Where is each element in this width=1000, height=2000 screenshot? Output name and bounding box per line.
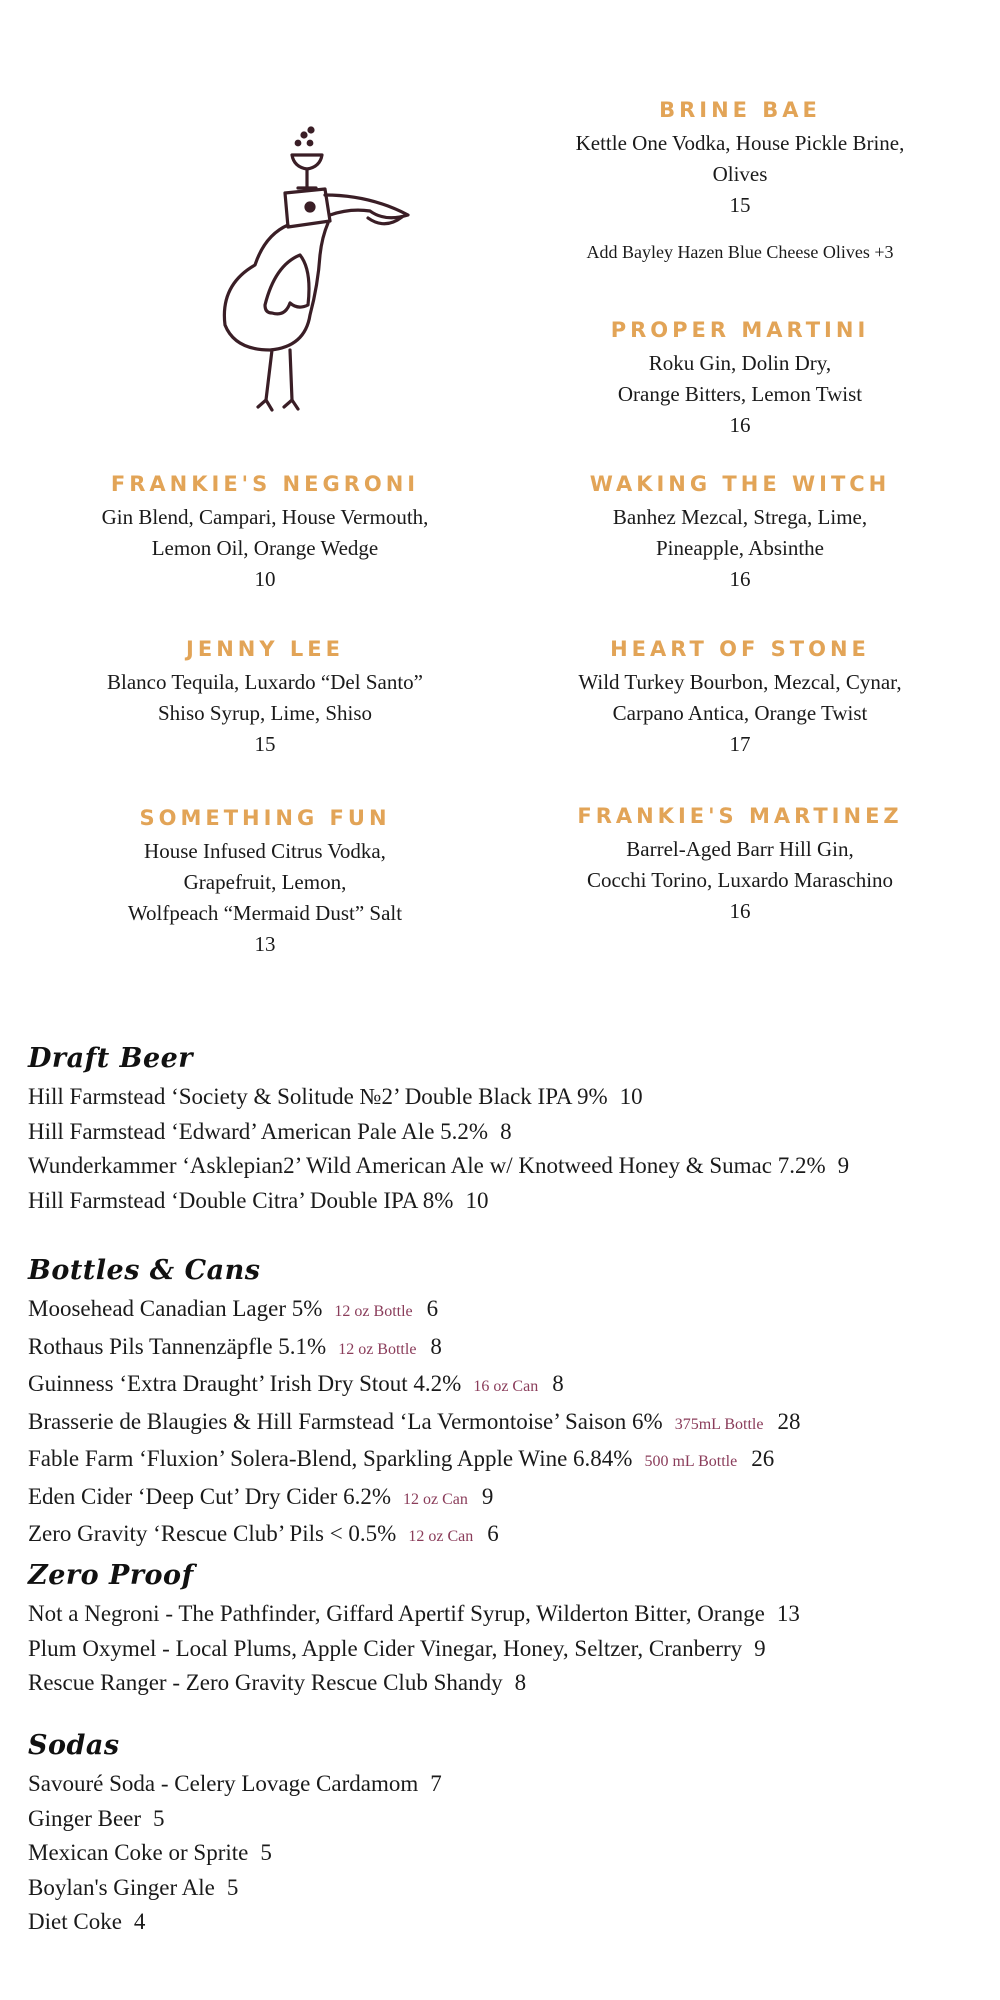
list-item xyxy=(28,1184,849,1219)
cocktail-brine-bae xyxy=(525,98,955,265)
list-item xyxy=(28,1517,800,1555)
item-price: 10 xyxy=(465,1187,489,1213)
item-price: 8 xyxy=(500,1118,512,1144)
cocktail-ingredients: Blanco Tequila, Luxardo “Del Santo” xyxy=(107,670,423,694)
item-text: Hill Farmstead ‘Society & Solitude №2’ Double Black IPA 9% xyxy=(28,1084,608,1109)
cocktail-price: 17 xyxy=(729,732,751,756)
cocktail-ingredients: Olives xyxy=(712,162,768,186)
item-text: Brasserie de Blaugies & Hill Farmstead ‘La Vermontoise’ Saison 6% xyxy=(28,1408,663,1434)
list-item xyxy=(28,1115,849,1150)
item-size: 12 oz Can xyxy=(403,1490,468,1508)
cocktail-frankies-negroni xyxy=(50,472,480,595)
item-text: Hill Farmstead ‘Edward’ American Pale Ale 5.2% xyxy=(28,1118,489,1144)
sodas-section xyxy=(28,1730,442,1940)
cocktail-name: SOMETHING FUN xyxy=(139,806,391,830)
cocktail-ingredients: Lemon Oil, Orange Wedge xyxy=(151,536,379,560)
item-price: 5 xyxy=(226,1874,239,1900)
section-title: Bottles & Cans xyxy=(28,1255,261,1286)
item-size: 12 oz Bottle xyxy=(338,1340,417,1358)
list-item xyxy=(28,1330,800,1368)
item-text: Boylan's Ginger Ale xyxy=(28,1874,215,1900)
cocktail-ingredients: Roku Gin, Dolin Dry, xyxy=(648,351,832,375)
list-item xyxy=(28,1080,849,1115)
item-text: Zero Gravity ‘Rescue Club’ Pils < 0.5% xyxy=(28,1521,397,1546)
cocktail-name: BRINE BAE xyxy=(659,98,821,122)
item-text: Ginger Beer xyxy=(28,1805,142,1831)
cocktail-name: JENNY LEE xyxy=(186,637,344,661)
item-text: Not a Negroni - The Pathfinder, Giffard Apertif Syrup, Wilderton Bitter, Orange xyxy=(28,1601,765,1626)
item-size: 500 mL Bottle xyxy=(644,1453,738,1470)
cocktail-price: 10 xyxy=(254,567,276,591)
zero-proof-section xyxy=(28,1560,800,1701)
cocktail-ingredients: Kettle One Vodka, House Pickle Brine, xyxy=(575,131,905,155)
cocktail-ingredients: Shiso Syrup, Lime, Shiso xyxy=(157,701,373,725)
item-text: Wunderkammer ‘Asklepian2’ Wild American Ale w/ Knotweed Honey & Sumac 7.2% xyxy=(28,1153,826,1178)
item-price: 9 xyxy=(837,1153,850,1178)
cocktail-price: 15 xyxy=(254,732,276,756)
bird-logo-icon xyxy=(180,125,440,415)
section-title: Draft Beer xyxy=(28,1043,194,1074)
list-item xyxy=(28,1597,800,1632)
cocktail-price: 16 xyxy=(729,899,751,923)
cocktail-ingredients: Carpano Antica, Orange Twist xyxy=(612,701,868,725)
section-title: Zero Proof xyxy=(28,1560,194,1591)
cocktail-heart-of-stone xyxy=(525,637,955,760)
item-size: 12 oz Can xyxy=(408,1528,474,1545)
cocktail-name: PROPER MARTINI xyxy=(610,318,870,342)
cocktail-price: 16 xyxy=(729,413,751,437)
cocktail-name: FRANKIE'S NEGRONI xyxy=(110,472,420,496)
cocktail-frankies-martinez xyxy=(525,804,955,927)
cocktail-ingredients: House Infused Citrus Vodka, xyxy=(144,839,386,863)
list-item xyxy=(28,1871,442,1906)
cocktail-name: HEART OF STONE xyxy=(610,637,870,661)
item-text: Diet Coke xyxy=(28,1909,122,1934)
list-item xyxy=(28,1905,442,1940)
cocktail-ingredients: Grapefruit, Lemon, xyxy=(183,870,347,894)
item-price: 26 xyxy=(751,1446,775,1471)
item-text: Rothaus Pils Tannenzäpfle 5.1% xyxy=(28,1333,327,1359)
item-text: Guinness ‘Extra Draught’ Irish Dry Stout 4.2% xyxy=(28,1371,462,1396)
list-item xyxy=(28,1480,800,1518)
cocktail-ingredients: Barrel-Aged Barr Hill Gin, xyxy=(626,837,854,861)
item-price: 4 xyxy=(133,1909,146,1934)
cocktail-ingredients: Banhez Mezcal, Strega, Lime, xyxy=(612,505,868,529)
item-text: Fable Farm ‘Fluxion’ Solera-Blend, Sparkling Apple Wine 6.84% xyxy=(28,1446,633,1471)
item-text: Plum Oxymel - Local Plums, Apple Cider Vinegar, Honey, Seltzer, Cranberry xyxy=(28,1635,743,1661)
cocktail-something-fun xyxy=(50,806,480,960)
cocktail-jenny-lee xyxy=(50,637,480,760)
item-text: Eden Cider ‘Deep Cut’ Dry Cider 6.2% xyxy=(28,1483,392,1509)
item-price: 9 xyxy=(754,1635,766,1661)
list-item xyxy=(28,1149,849,1184)
bottles-cans-section xyxy=(28,1255,800,1555)
cocktail-price: 16 xyxy=(729,567,751,591)
item-price: 6 xyxy=(487,1521,499,1546)
list-item xyxy=(28,1666,800,1701)
cocktail-ingredients: Gin Blend, Campari, House Vermouth, xyxy=(101,505,429,529)
cocktail-proper-martini xyxy=(525,318,955,441)
cocktail-ingredients: Pineapple, Absinthe xyxy=(656,536,824,560)
item-size: 375mL Bottle xyxy=(674,1415,764,1433)
item-size: 12 oz Bottle xyxy=(334,1303,413,1320)
list-item xyxy=(28,1367,800,1405)
cocktail-addon-note: Add Bayley Hazen Blue Cheese Olives +3 xyxy=(586,242,894,262)
section-title: Sodas xyxy=(28,1730,120,1761)
item-text: Rescue Ranger - Zero Gravity Rescue Club Shandy xyxy=(28,1670,503,1695)
item-size: 16 oz Can xyxy=(473,1378,539,1395)
item-text: Mexican Coke or Sprite xyxy=(28,1840,249,1865)
list-item xyxy=(28,1836,442,1871)
list-item xyxy=(28,1802,442,1837)
item-price: 7 xyxy=(430,1771,442,1796)
draft-beer-section xyxy=(28,1043,849,1218)
list-item xyxy=(28,1442,800,1480)
list-item xyxy=(28,1767,442,1802)
item-price: 8 xyxy=(552,1371,564,1396)
list-item xyxy=(28,1632,800,1667)
cocktail-waking-the-witch xyxy=(525,472,955,595)
item-price: 8 xyxy=(514,1670,527,1695)
item-price: 5 xyxy=(153,1805,165,1831)
cocktail-name: WAKING THE WITCH xyxy=(589,472,891,496)
cocktail-ingredients: Orange Bitters, Lemon Twist xyxy=(617,382,863,406)
cocktail-price: 15 xyxy=(729,193,751,217)
cocktail-ingredients: Cocchi Torino, Luxardo Maraschino xyxy=(586,868,894,892)
list-item xyxy=(28,1405,800,1443)
item-price: 10 xyxy=(619,1084,643,1109)
item-price: 28 xyxy=(777,1408,801,1434)
item-text: Hill Farmstead ‘Double Citra’ Double IPA 8% xyxy=(28,1187,454,1213)
item-price: 6 xyxy=(426,1296,439,1321)
item-price: 8 xyxy=(430,1333,442,1359)
cocktail-name: FRANKIE'S MARTINEZ xyxy=(577,804,903,828)
cocktail-ingredients: Wolfpeach “Mermaid Dust” Salt xyxy=(127,901,403,925)
item-text: Moosehead Canadian Lager 5% xyxy=(28,1296,323,1321)
item-price: 5 xyxy=(260,1840,272,1865)
cocktail-ingredients: Wild Turkey Bourbon, Mezcal, Cynar, xyxy=(578,670,902,694)
list-item xyxy=(28,1292,800,1330)
item-price: 9 xyxy=(481,1483,494,1509)
item-text: Savouré Soda - Celery Lovage Cardamom xyxy=(28,1771,419,1796)
item-price: 13 xyxy=(776,1601,800,1626)
cocktail-price: 13 xyxy=(254,932,276,956)
